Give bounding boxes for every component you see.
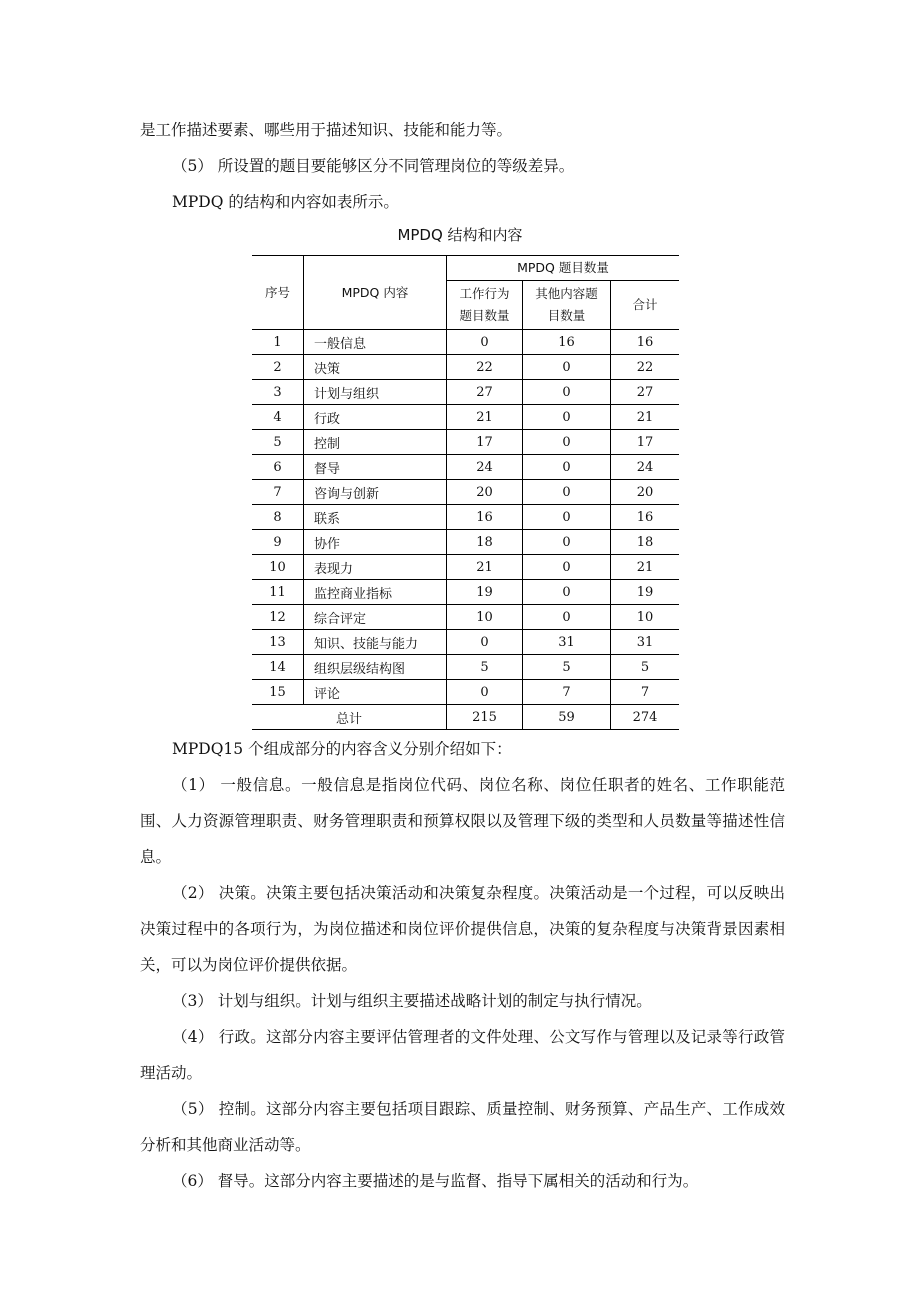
- row-index: 2: [252, 355, 304, 380]
- row-total: 16: [611, 330, 680, 355]
- row-total: 24: [611, 455, 680, 480]
- row-work-count: 21: [447, 555, 523, 580]
- row-content: 表现力: [304, 555, 447, 580]
- row-work-count: 16: [447, 505, 523, 530]
- header-work-line-2: 题目数量: [459, 308, 510, 323]
- row-other-count: 0: [523, 580, 611, 605]
- row-other-count: 0: [523, 430, 611, 455]
- row-total: 18: [611, 530, 680, 555]
- table-row: [252, 330, 679, 355]
- header-index: 序号: [252, 256, 304, 330]
- body-paragraph-8: （4） 行政。这部分内容主要评估管理者的文件处理、公文写作与管理以及记录等行政管理活动。: [140, 1028, 785, 1082]
- header-sum: 合计: [611, 281, 680, 330]
- total-work-count: 215: [447, 705, 523, 730]
- row-other-count: 0: [523, 380, 611, 405]
- table-body: [252, 330, 679, 730]
- row-other-count: 0: [523, 455, 611, 480]
- row-other-count: 0: [523, 530, 611, 555]
- row-total: 22: [611, 355, 680, 380]
- row-work-count: 0: [447, 630, 523, 655]
- row-work-count: 19: [447, 580, 523, 605]
- body-paragraph-9: （5） 控制。这部分内容主要包括项目跟踪、质量控制、财务预算、产品生产、工作成效分析和其他商业活动等。: [140, 1100, 785, 1154]
- row-total: 5: [611, 655, 680, 680]
- row-index: 14: [252, 655, 304, 680]
- row-content: 一般信息: [304, 330, 447, 355]
- header-question-count: MPDQ 题目数量: [447, 256, 680, 281]
- table-row: [252, 555, 679, 580]
- body-paragraph-7: （3） 计划与组织。计划与组织主要描述战略计划的制定与执行情况。: [172, 992, 652, 1010]
- row-other-count: 0: [523, 355, 611, 380]
- row-total: 17: [611, 430, 680, 455]
- row-content: 行政: [304, 405, 447, 430]
- total-sum: 274: [611, 705, 680, 730]
- row-total: 31: [611, 630, 680, 655]
- row-index: 3: [252, 380, 304, 405]
- table-row: [252, 480, 679, 505]
- row-work-count: 24: [447, 455, 523, 480]
- table-row: [252, 655, 679, 680]
- row-work-count: 5: [447, 655, 523, 680]
- table-row: [252, 455, 679, 480]
- row-index: 5: [252, 430, 304, 455]
- row-work-count: 21: [447, 405, 523, 430]
- row-work-count: 27: [447, 380, 523, 405]
- mpdq-structure-table: [252, 255, 679, 730]
- row-content: 咨询与创新: [304, 480, 447, 505]
- table-total-row: [252, 705, 679, 730]
- row-index: 9: [252, 530, 304, 555]
- row-index: 8: [252, 505, 304, 530]
- header-other-line-2: 目数量: [547, 308, 586, 323]
- row-total: 21: [611, 555, 680, 580]
- row-index: 12: [252, 605, 304, 630]
- table-row: [252, 505, 679, 530]
- row-total: 21: [611, 405, 680, 430]
- row-content: 评论: [304, 680, 447, 705]
- row-work-count: 0: [447, 330, 523, 355]
- row-total: 16: [611, 505, 680, 530]
- row-content: 综合评定: [304, 605, 447, 630]
- row-index: 11: [252, 580, 304, 605]
- row-index: 7: [252, 480, 304, 505]
- header-content: MPDQ 内容: [304, 256, 447, 330]
- row-index: 1: [252, 330, 304, 355]
- table-row: [252, 380, 679, 405]
- intro-paragraph-3: MPDQ 的结构和内容如表所示。: [172, 193, 399, 211]
- row-other-count: 0: [523, 605, 611, 630]
- table-row: [252, 405, 679, 430]
- row-index: 10: [252, 555, 304, 580]
- row-total: 20: [611, 480, 680, 505]
- row-work-count: 20: [447, 480, 523, 505]
- table-row: [252, 580, 679, 605]
- row-work-count: 10: [447, 605, 523, 630]
- total-other-count: 59: [523, 705, 611, 730]
- intro-paragraph-1: 是工作描述要素、哪些用于描述知识、技能和能力等。: [140, 121, 513, 139]
- body-paragraph-5: （1） 一般信息。一般信息是指岗位代码、岗位名称、岗位任职者的姓名、工作职能范围、人力资源管理职责、财务管理职责和预算权限以及管理下级的类型和人员数量等描述性信息。: [140, 776, 785, 866]
- row-total: 27: [611, 380, 680, 405]
- header-other-line-1: 其他内容题: [535, 286, 598, 301]
- table-row: [252, 680, 679, 705]
- row-content: 协作: [304, 530, 447, 555]
- row-content: 控制: [304, 430, 447, 455]
- row-content: 知识、技能与能力: [304, 630, 447, 655]
- row-work-count: 18: [447, 530, 523, 555]
- row-total: 19: [611, 580, 680, 605]
- row-work-count: 17: [447, 430, 523, 455]
- row-work-count: 0: [447, 680, 523, 705]
- table-row: [252, 530, 679, 555]
- row-index: 13: [252, 630, 304, 655]
- table-row: [252, 430, 679, 455]
- row-other-count: 0: [523, 505, 611, 530]
- table-row: [252, 605, 679, 630]
- row-content: 计划与组织: [304, 380, 447, 405]
- row-other-count: 0: [523, 555, 611, 580]
- row-other-count: 5: [523, 655, 611, 680]
- row-index: 4: [252, 405, 304, 430]
- header-work-behavior: [447, 281, 523, 330]
- row-other-count: 31: [523, 630, 611, 655]
- intro-paragraph-2: （5） 所设置的题目要能够区分不同管理岗位的等级差异。: [172, 157, 575, 175]
- header-work-line-1: 工作行为: [459, 286, 510, 301]
- total-label: 总计: [252, 705, 447, 730]
- row-other-count: 7: [523, 680, 611, 705]
- row-index: 6: [252, 455, 304, 480]
- row-total: 7: [611, 680, 680, 705]
- row-total: 10: [611, 605, 680, 630]
- row-content: 联系: [304, 505, 447, 530]
- table-row: [252, 630, 679, 655]
- table-title: MPDQ 结构和内容: [397, 226, 523, 244]
- header-other-content: [523, 281, 611, 330]
- table-row: [252, 355, 679, 380]
- body-paragraph-6: （2） 决策。决策主要包括决策活动和决策复杂程度。决策活动是一个过程，可以反映出决策过程中的各项行为，为岗位描述和岗位评价提供信息，决策的复杂程度与决策背景因素相关，可以为岗位评价提供依据。: [140, 884, 785, 974]
- body-paragraph-10: （6） 督导。这部分内容主要描述的是与监督、指导下属相关的活动和行为。: [172, 1172, 699, 1190]
- row-work-count: 22: [447, 355, 523, 380]
- row-index: 15: [252, 680, 304, 705]
- row-other-count: 0: [523, 480, 611, 505]
- row-other-count: 0: [523, 405, 611, 430]
- row-content: 督导: [304, 455, 447, 480]
- row-content: 组织层级结构图: [304, 655, 447, 680]
- row-content: 监控商业指标: [304, 580, 447, 605]
- body-paragraph-4: MPDQ15 个组成部分的内容含义分别介绍如下：: [172, 740, 512, 758]
- row-other-count: 16: [523, 330, 611, 355]
- row-content: 决策: [304, 355, 447, 380]
